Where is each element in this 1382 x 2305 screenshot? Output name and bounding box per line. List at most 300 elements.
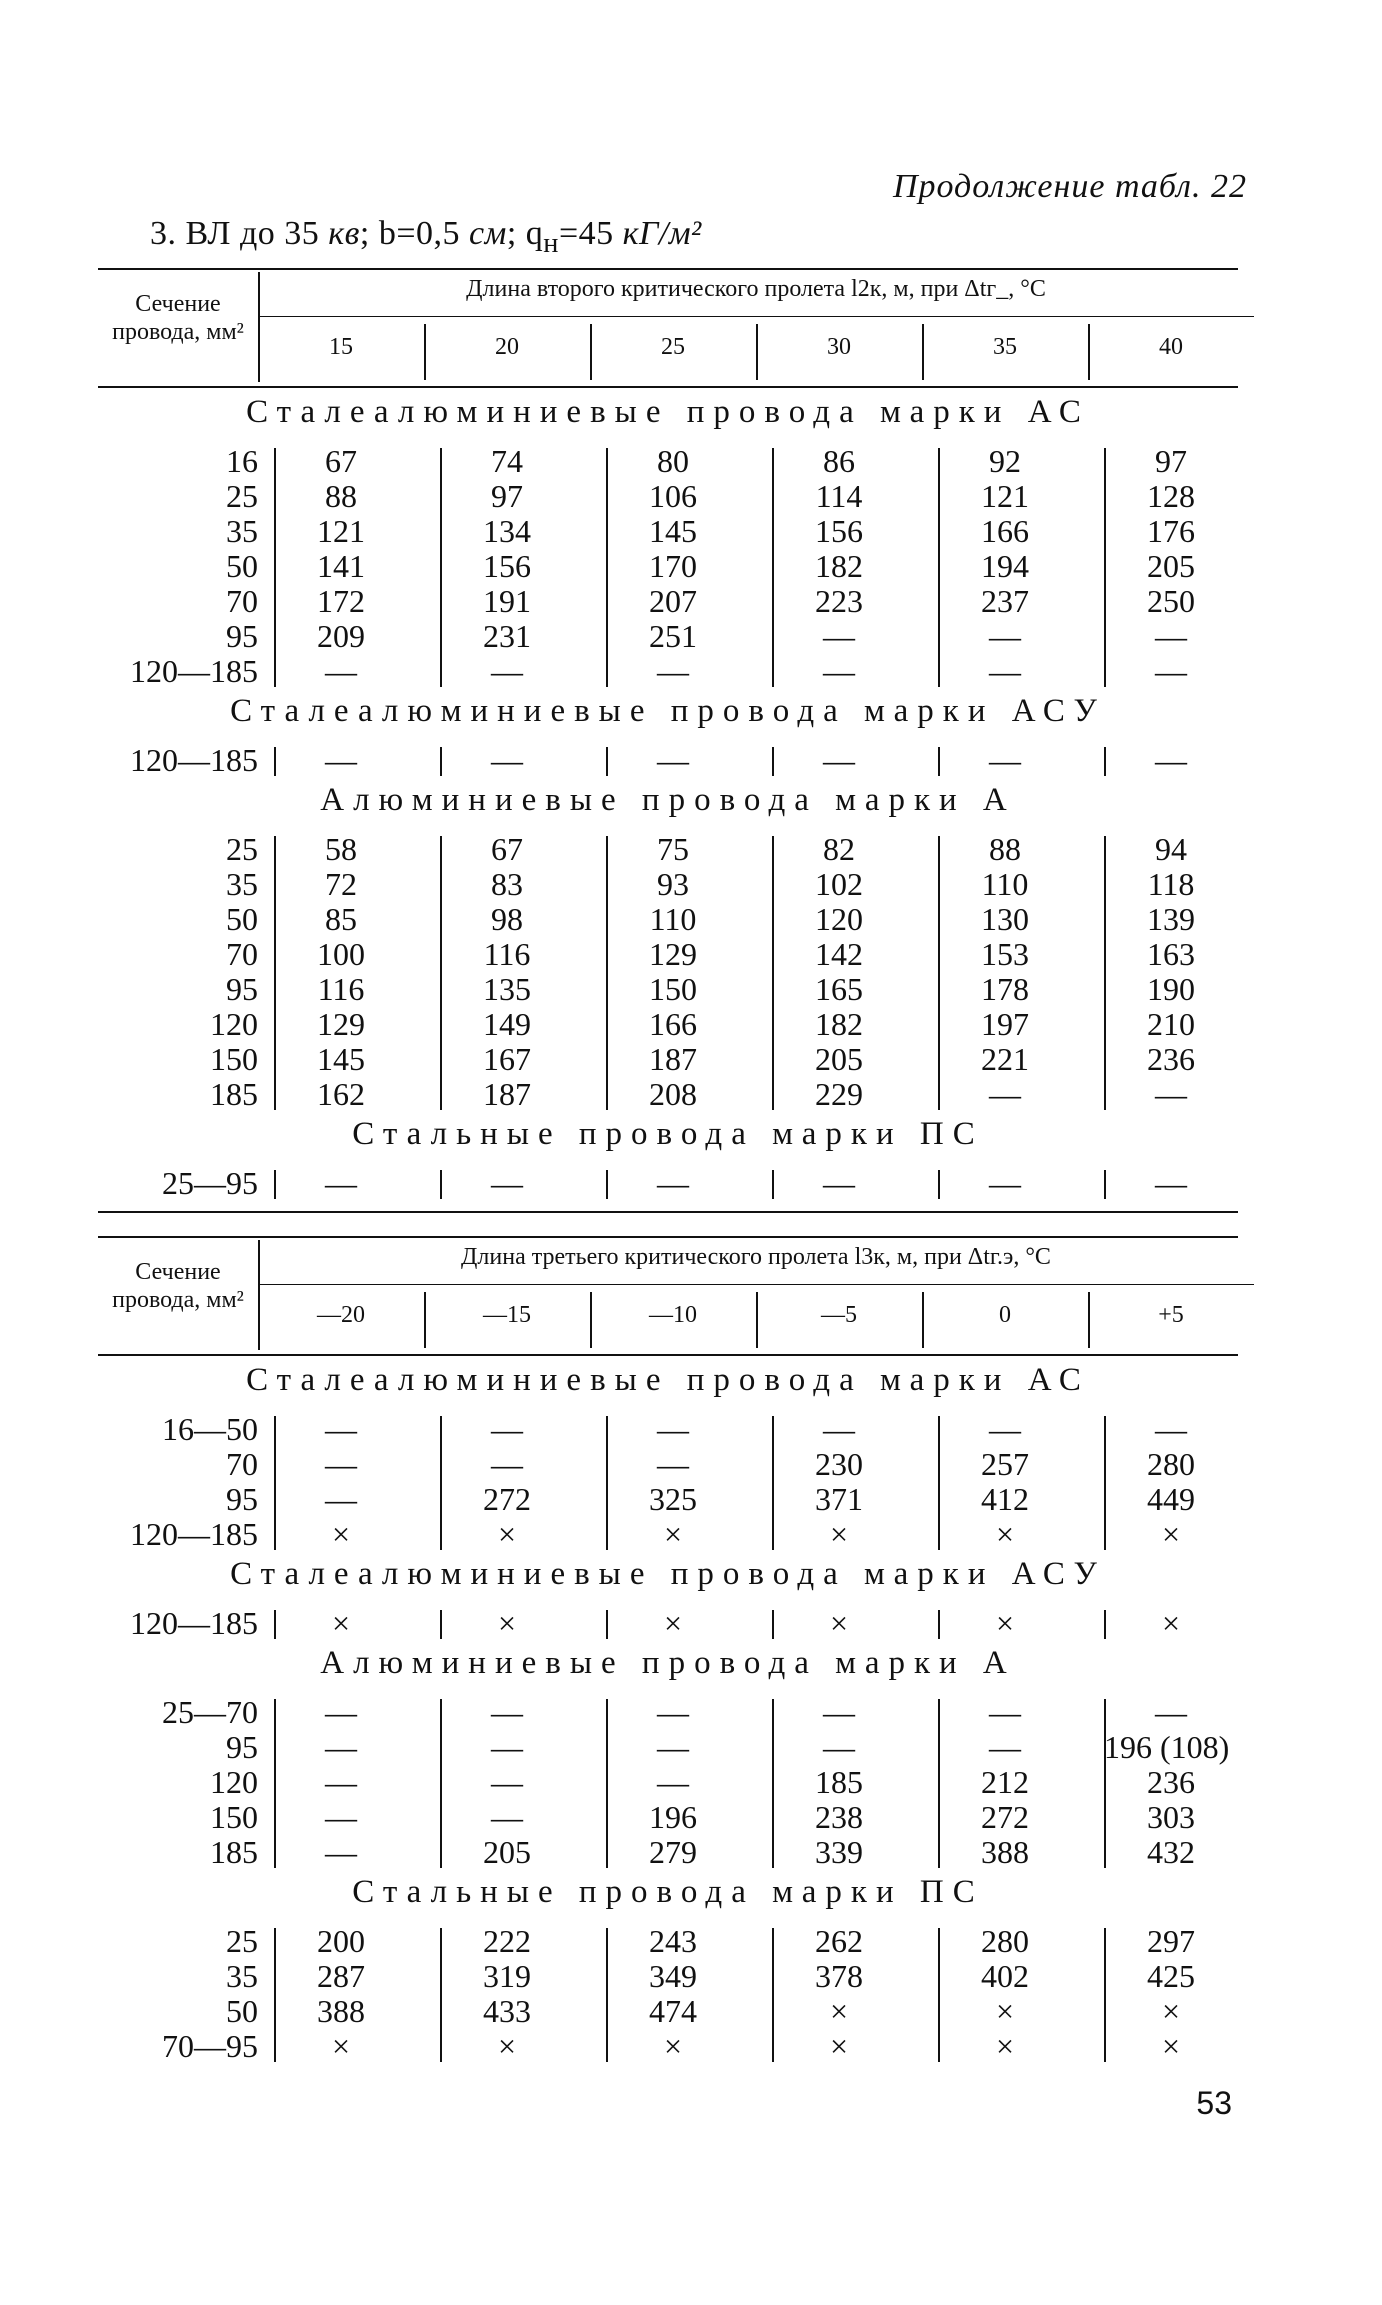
value-cell: 86 bbox=[823, 443, 855, 479]
column-separator bbox=[1104, 836, 1106, 1110]
column-separator bbox=[772, 1170, 774, 1199]
column-separator bbox=[772, 1610, 774, 1639]
column-separator bbox=[606, 1610, 608, 1639]
value-cell: × bbox=[995, 2028, 1015, 2064]
column-separator bbox=[938, 1928, 940, 2062]
value-cell: 135 bbox=[483, 971, 531, 1007]
value-cell: 141 bbox=[317, 548, 365, 584]
value-cell: — bbox=[823, 1411, 855, 1447]
column-separator bbox=[772, 747, 774, 776]
value-cell: 149 bbox=[483, 1006, 531, 1042]
value-cell: — bbox=[325, 742, 357, 778]
value-cell: — bbox=[325, 1729, 357, 1765]
header-separator bbox=[590, 1292, 592, 1348]
table-row bbox=[98, 619, 1238, 654]
table-row bbox=[98, 1835, 1238, 1870]
value-cell: — bbox=[1155, 618, 1187, 654]
column-separator bbox=[772, 1416, 774, 1550]
cross-section-cell: 95 bbox=[226, 971, 258, 1007]
value-cell: 371 bbox=[815, 1481, 863, 1517]
cross-section-cell: 35 bbox=[226, 866, 258, 902]
value-cell: 82 bbox=[823, 831, 855, 867]
column-header: —10 bbox=[649, 1302, 697, 1328]
value-cell: — bbox=[325, 1834, 357, 1870]
value-cell: 209 bbox=[317, 618, 365, 654]
value-cell: 207 bbox=[649, 583, 697, 619]
table-bottom-rule bbox=[98, 1211, 1238, 1213]
value-cell: × bbox=[497, 1516, 517, 1552]
header-separator bbox=[1088, 324, 1090, 380]
cross-section-cell: 185 bbox=[210, 1076, 258, 1112]
value-cell: 194 bbox=[981, 548, 1029, 584]
value-cell: 98 bbox=[491, 901, 523, 937]
value-cell: 75 bbox=[657, 831, 689, 867]
value-cell: 237 bbox=[981, 583, 1029, 619]
value-cell: 110 bbox=[981, 866, 1029, 902]
value-cell: 272 bbox=[483, 1481, 531, 1517]
value-cell: 205 bbox=[1147, 548, 1195, 584]
column-separator bbox=[606, 836, 608, 1110]
cross-section-cell: 120—185 bbox=[130, 653, 258, 689]
section-title: Сталеалюминиевые провода марки АС bbox=[246, 1362, 1090, 1398]
value-cell: — bbox=[1155, 1694, 1187, 1730]
table-row bbox=[98, 832, 1238, 867]
table-row bbox=[98, 1447, 1238, 1482]
table-row bbox=[98, 1007, 1238, 1042]
value-cell: 339 bbox=[815, 1834, 863, 1870]
value-cell: — bbox=[325, 653, 357, 689]
column-separator bbox=[772, 448, 774, 687]
value-cell: — bbox=[491, 653, 523, 689]
column-header: —15 bbox=[483, 1302, 531, 1328]
column-header: 30 bbox=[827, 334, 851, 360]
column-header: —20 bbox=[317, 1302, 365, 1328]
cross-section-cell: 70—95 bbox=[162, 2028, 258, 2064]
value-cell: 303 bbox=[1147, 1799, 1195, 1835]
value-cell: 178 bbox=[981, 971, 1029, 1007]
value-cell: — bbox=[657, 1446, 689, 1482]
value-cell: 378 bbox=[815, 1958, 863, 1994]
value-cell: 257 bbox=[981, 1446, 1029, 1482]
column-separator bbox=[606, 448, 608, 687]
value-cell: × bbox=[497, 1605, 517, 1641]
column-header: —5 bbox=[821, 1302, 857, 1328]
column-separator bbox=[1104, 1416, 1106, 1550]
cross-section-cell: 70 bbox=[226, 1446, 258, 1482]
column-separator bbox=[606, 1416, 608, 1550]
value-cell: — bbox=[325, 1799, 357, 1835]
value-cell: 319 bbox=[483, 1958, 531, 1994]
table-row bbox=[98, 514, 1238, 549]
value-cell: — bbox=[989, 1165, 1021, 1201]
value-cell: 182 bbox=[815, 1006, 863, 1042]
value-cell: 191 bbox=[483, 583, 531, 619]
value-cell: 231 bbox=[483, 618, 531, 654]
value-cell: — bbox=[1155, 1165, 1187, 1201]
value-cell: — bbox=[989, 1694, 1021, 1730]
value-cell: 83 bbox=[491, 866, 523, 902]
header-separator bbox=[258, 1240, 260, 1350]
value-cell: 262 bbox=[815, 1923, 863, 1959]
value-cell: 100 bbox=[317, 936, 365, 972]
value-cell: 72 bbox=[325, 866, 357, 902]
header-separator bbox=[424, 1292, 426, 1348]
value-cell: × bbox=[1161, 2028, 1181, 2064]
value-cell: 297 bbox=[1147, 1923, 1195, 1959]
value-cell: 97 bbox=[491, 478, 523, 514]
value-cell: — bbox=[491, 1165, 523, 1201]
value-cell: 287 bbox=[317, 1958, 365, 1994]
cross-section-cell: 120 bbox=[210, 1006, 258, 1042]
value-cell: 166 bbox=[981, 513, 1029, 549]
value-cell: — bbox=[823, 742, 855, 778]
cross-section-cell: 25—95 bbox=[162, 1165, 258, 1201]
column-separator bbox=[1104, 747, 1106, 776]
table-row bbox=[98, 1765, 1238, 1800]
value-cell: 93 bbox=[657, 866, 689, 902]
cross-section-cell: 70 bbox=[226, 583, 258, 619]
value-cell: — bbox=[989, 1411, 1021, 1447]
value-cell: 388 bbox=[317, 1993, 365, 2029]
column-separator bbox=[440, 747, 442, 776]
column-separator bbox=[1104, 1699, 1106, 1868]
column-separator bbox=[274, 747, 276, 776]
column-separator bbox=[938, 1610, 940, 1639]
value-cell: × bbox=[497, 2028, 517, 2064]
column-header: +5 bbox=[1158, 1302, 1184, 1328]
cross-section-cell: 16 bbox=[226, 443, 258, 479]
header-separator bbox=[756, 1292, 758, 1348]
header-divider bbox=[258, 316, 1254, 317]
value-cell: × bbox=[1161, 1605, 1181, 1641]
value-cell: 208 bbox=[649, 1076, 697, 1112]
cross-section-cell: 120—185 bbox=[130, 742, 258, 778]
value-cell: 129 bbox=[649, 936, 697, 972]
cross-section-cell: 25 bbox=[226, 831, 258, 867]
cross-section-cell: 185 bbox=[210, 1834, 258, 1870]
value-cell: — bbox=[325, 1481, 357, 1517]
table-row bbox=[98, 1994, 1238, 2029]
column-separator bbox=[1104, 448, 1106, 687]
value-cell: 196 (108) bbox=[1104, 1729, 1230, 1765]
value-cell: — bbox=[491, 1694, 523, 1730]
table-row bbox=[98, 743, 1238, 778]
column-separator bbox=[606, 747, 608, 776]
value-cell: — bbox=[989, 618, 1021, 654]
value-cell: — bbox=[325, 1764, 357, 1800]
header-divider bbox=[258, 1284, 1254, 1285]
cross-section-cell: 25 bbox=[226, 1923, 258, 1959]
value-cell: — bbox=[491, 1411, 523, 1447]
table-row bbox=[98, 549, 1238, 584]
value-cell: 106 bbox=[649, 478, 697, 514]
table-row bbox=[98, 654, 1238, 689]
value-cell: × bbox=[829, 1516, 849, 1552]
value-cell: 88 bbox=[989, 831, 1021, 867]
value-cell: 145 bbox=[649, 513, 697, 549]
column-separator bbox=[1104, 1170, 1106, 1199]
value-cell: 58 bbox=[325, 831, 357, 867]
value-cell: 162 bbox=[317, 1076, 365, 1112]
value-cell: — bbox=[325, 1411, 357, 1447]
column-separator bbox=[938, 1699, 940, 1868]
table-row bbox=[98, 1042, 1238, 1077]
column-separator bbox=[274, 1610, 276, 1639]
table-row bbox=[98, 444, 1238, 479]
value-cell: — bbox=[491, 742, 523, 778]
cross-section-cell: 35 bbox=[226, 513, 258, 549]
table-row bbox=[98, 902, 1238, 937]
value-cell: 280 bbox=[981, 1923, 1029, 1959]
column-separator bbox=[606, 1170, 608, 1199]
column-separator bbox=[440, 1610, 442, 1639]
table-row bbox=[98, 972, 1238, 1007]
column-separator bbox=[938, 747, 940, 776]
value-cell: 163 bbox=[1147, 936, 1195, 972]
column-separator bbox=[772, 836, 774, 1110]
section-title: Сталеалюминиевые провода марки АСУ bbox=[230, 693, 1106, 729]
cross-section-cell: 95 bbox=[226, 618, 258, 654]
column-header: 40 bbox=[1159, 334, 1183, 360]
column-separator bbox=[440, 1699, 442, 1868]
value-cell: — bbox=[325, 1694, 357, 1730]
cross-section-cell: 120 bbox=[210, 1764, 258, 1800]
value-cell: — bbox=[823, 1729, 855, 1765]
row-label-header: Сечение провода, мм² bbox=[112, 291, 244, 345]
value-cell: 85 bbox=[325, 901, 357, 937]
column-separator bbox=[440, 836, 442, 1110]
cross-section-cell: 16—50 bbox=[162, 1411, 258, 1447]
column-separator bbox=[274, 1416, 276, 1550]
value-cell: — bbox=[657, 1165, 689, 1201]
table-row bbox=[98, 937, 1238, 972]
value-cell: 197 bbox=[981, 1006, 1029, 1042]
cross-section-cell: 150 bbox=[210, 1799, 258, 1835]
value-cell: 120 bbox=[815, 901, 863, 937]
cross-section-cell: 70 bbox=[226, 936, 258, 972]
value-cell: 205 bbox=[815, 1041, 863, 1077]
column-separator bbox=[440, 1416, 442, 1550]
value-cell: 156 bbox=[483, 548, 531, 584]
section-title: Алюминиевые провода марки А bbox=[320, 782, 1016, 818]
value-cell: 221 bbox=[981, 1041, 1029, 1077]
value-cell: 67 bbox=[491, 831, 523, 867]
value-cell: 67 bbox=[325, 443, 357, 479]
value-cell: 116 bbox=[317, 971, 365, 1007]
header-separator bbox=[922, 324, 924, 380]
column-separator bbox=[772, 1699, 774, 1868]
table-row bbox=[98, 1730, 1238, 1765]
value-cell: 172 bbox=[317, 583, 365, 619]
column-separator bbox=[274, 836, 276, 1110]
value-cell: × bbox=[331, 1605, 351, 1641]
section-title: Стальные провода марки ПС bbox=[352, 1874, 984, 1910]
table-row bbox=[98, 584, 1238, 619]
column-separator bbox=[274, 1170, 276, 1199]
table-row bbox=[98, 1606, 1238, 1641]
value-cell: — bbox=[657, 1411, 689, 1447]
table-row bbox=[98, 1695, 1238, 1730]
value-cell: 97 bbox=[1155, 443, 1187, 479]
value-cell: 230 bbox=[815, 1446, 863, 1482]
header-separator bbox=[1088, 1292, 1090, 1348]
cross-section-cell: 50 bbox=[226, 1993, 258, 2029]
column-separator bbox=[274, 1699, 276, 1868]
value-cell: 185 bbox=[815, 1764, 863, 1800]
table-row bbox=[98, 1077, 1238, 1112]
value-cell: 238 bbox=[815, 1799, 863, 1835]
header-separator bbox=[756, 324, 758, 380]
value-cell: 102 bbox=[815, 866, 863, 902]
value-cell: 432 bbox=[1147, 1834, 1195, 1870]
section-title: Стальные провода марки ПС bbox=[352, 1116, 984, 1152]
value-cell: × bbox=[995, 1516, 1015, 1552]
value-cell: 205 bbox=[483, 1834, 531, 1870]
value-cell: × bbox=[995, 1993, 1015, 2029]
column-separator bbox=[606, 1699, 608, 1868]
value-cell: 349 bbox=[649, 1958, 697, 1994]
table-top-rule bbox=[98, 1236, 1238, 1238]
column-separator bbox=[274, 448, 276, 687]
header-separator bbox=[590, 324, 592, 380]
section-title: Алюминиевые провода марки А bbox=[320, 1645, 1016, 1681]
value-cell: 114 bbox=[815, 478, 863, 514]
value-cell: 165 bbox=[815, 971, 863, 1007]
value-cell: 156 bbox=[815, 513, 863, 549]
value-cell: 121 bbox=[317, 513, 365, 549]
value-cell: × bbox=[1161, 1516, 1181, 1552]
column-header: 20 bbox=[495, 334, 519, 360]
column-group-title: Длина третьего критического пролета l3к, м, при Δtг.э, °C bbox=[461, 1244, 1051, 1270]
value-cell: — bbox=[325, 1165, 357, 1201]
value-cell: 222 bbox=[483, 1923, 531, 1959]
value-cell: 166 bbox=[649, 1006, 697, 1042]
value-cell: — bbox=[823, 618, 855, 654]
column-separator bbox=[1104, 1928, 1106, 2062]
value-cell: 145 bbox=[317, 1041, 365, 1077]
value-cell: — bbox=[657, 1729, 689, 1765]
value-cell: — bbox=[657, 1764, 689, 1800]
value-cell: × bbox=[663, 2028, 683, 2064]
value-cell: × bbox=[663, 1605, 683, 1641]
cross-section-cell: 50 bbox=[226, 901, 258, 937]
value-cell: 449 bbox=[1147, 1481, 1195, 1517]
table-row bbox=[98, 1166, 1238, 1201]
table-row bbox=[98, 1517, 1238, 1552]
value-cell: 251 bbox=[649, 618, 697, 654]
value-cell: × bbox=[829, 1605, 849, 1641]
table-row bbox=[98, 479, 1238, 514]
value-cell: 88 bbox=[325, 478, 357, 514]
value-cell: 190 bbox=[1147, 971, 1195, 1007]
cross-section-cell: 150 bbox=[210, 1041, 258, 1077]
column-group-title: Длина второго критического пролета l2к, м, при Δtг_, °C bbox=[466, 276, 1046, 302]
cross-section-cell: 50 bbox=[226, 548, 258, 584]
value-cell: 212 bbox=[981, 1764, 1029, 1800]
value-cell: — bbox=[491, 1799, 523, 1835]
value-cell: × bbox=[331, 2028, 351, 2064]
header-bottom-rule bbox=[98, 1354, 1238, 1356]
column-separator bbox=[1104, 1610, 1106, 1639]
value-cell: × bbox=[829, 1993, 849, 2029]
table-row bbox=[98, 1959, 1238, 1994]
value-cell: 128 bbox=[1147, 478, 1195, 514]
value-cell: 150 bbox=[649, 971, 697, 1007]
cross-section-cell: 120—185 bbox=[130, 1605, 258, 1641]
table-row bbox=[98, 1800, 1238, 1835]
value-cell: — bbox=[1155, 653, 1187, 689]
value-cell: — bbox=[989, 653, 1021, 689]
value-cell: × bbox=[829, 2028, 849, 2064]
table-top-rule bbox=[98, 268, 1238, 270]
value-cell: 243 bbox=[649, 1923, 697, 1959]
value-cell: — bbox=[823, 1165, 855, 1201]
value-cell: — bbox=[989, 742, 1021, 778]
value-cell: — bbox=[1155, 1411, 1187, 1447]
column-separator bbox=[440, 1928, 442, 2062]
column-separator bbox=[938, 448, 940, 687]
value-cell: 433 bbox=[483, 1993, 531, 2029]
table-row bbox=[98, 1482, 1238, 1517]
value-cell: 236 bbox=[1147, 1041, 1195, 1077]
value-cell: 129 bbox=[317, 1006, 365, 1042]
row-label-header: Сечение провода, мм² bbox=[112, 1259, 244, 1313]
value-cell: × bbox=[663, 1516, 683, 1552]
value-cell: — bbox=[325, 1446, 357, 1482]
value-cell: 116 bbox=[483, 936, 531, 972]
cross-section-cell: 95 bbox=[226, 1729, 258, 1765]
value-cell: 92 bbox=[989, 443, 1021, 479]
value-cell: 80 bbox=[657, 443, 689, 479]
value-cell: — bbox=[823, 653, 855, 689]
column-separator bbox=[440, 1170, 442, 1199]
column-separator bbox=[274, 1928, 276, 2062]
value-cell: 196 bbox=[649, 1799, 697, 1835]
value-cell: 272 bbox=[981, 1799, 1029, 1835]
value-cell: 388 bbox=[981, 1834, 1029, 1870]
header-separator bbox=[922, 1292, 924, 1348]
table-row bbox=[98, 1924, 1238, 1959]
page-number: 53 bbox=[1196, 2085, 1232, 2121]
cross-section-cell: 35 bbox=[226, 1958, 258, 1994]
value-cell: 110 bbox=[649, 901, 697, 937]
value-cell: 139 bbox=[1147, 901, 1195, 937]
table-row bbox=[98, 2029, 1238, 2064]
value-cell: 412 bbox=[981, 1481, 1029, 1517]
value-cell: 236 bbox=[1147, 1764, 1195, 1800]
value-cell: 142 bbox=[815, 936, 863, 972]
value-cell: 153 bbox=[981, 936, 1029, 972]
table-continuation-label: Продолжение табл. 22 bbox=[892, 168, 1247, 205]
table-subtitle: 3. ВЛ до 35 кв; b=0,5 см; $q_н=45$ кГ/м² bbox=[150, 215, 702, 259]
value-cell: 74 bbox=[491, 443, 523, 479]
value-cell: 223 bbox=[815, 583, 863, 619]
value-cell: × bbox=[1161, 1993, 1181, 2029]
value-cell: 130 bbox=[981, 901, 1029, 937]
value-cell: × bbox=[331, 1516, 351, 1552]
column-header: 35 bbox=[993, 334, 1017, 360]
value-cell: — bbox=[491, 1729, 523, 1765]
cross-section-cell: 95 bbox=[226, 1481, 258, 1517]
value-cell: — bbox=[657, 653, 689, 689]
header-bottom-rule bbox=[98, 386, 1238, 388]
header-separator bbox=[258, 272, 260, 382]
cross-section-cell: 120—185 bbox=[130, 1516, 258, 1552]
value-cell: — bbox=[989, 1076, 1021, 1112]
value-cell: 402 bbox=[981, 1958, 1029, 1994]
value-cell: 121 bbox=[981, 478, 1029, 514]
value-cell: — bbox=[1155, 742, 1187, 778]
